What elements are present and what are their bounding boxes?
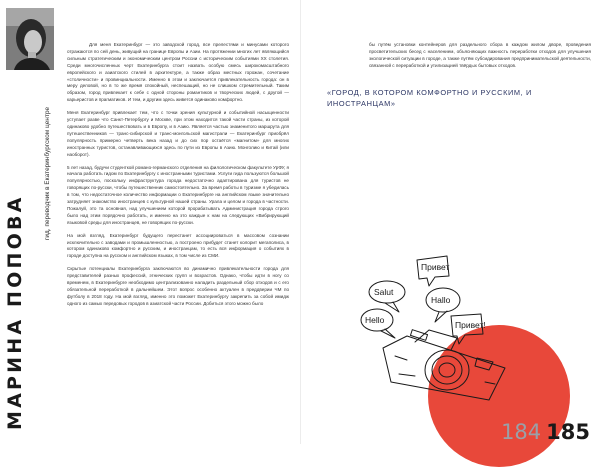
pull-quote: «ГОРОД, В КОТОРОМ КОМФОРТНО И РУССКИМ, И ИНОСТРАНЦАМ» — [327, 88, 532, 108]
page-gutter — [300, 0, 301, 444]
camera-illustration — [355, 250, 545, 420]
bubble-privet-2: Привет! — [455, 320, 486, 330]
left-text-column — [67, 42, 289, 314]
paragraph: 5 лет назад, будучи студенткой романо-германского отделения на филологическом факультете УрФУ, я начала работать гидом по Екатеринбургу с иностранными туристами. Услуги гида пользуются большой популярностью, поскольку инфраструктура города недостаточно адаптирована для туристов не говорящих по-русски, чтобы путешественник самостоятельно. За время работы в туризме я убедилась в том, что недостаточное количество информации о Екатеринбурге на английском языке значительно затрудняет знакомство иностранцев с культурной нашей страны. Урала и целом и города в частности. Пожалуй, это та основная, над улучшением которой прорабатывать Администрация города строго было над этим порядочно работать, и именно на это каждые к нам на следующих «Вибрирующий языковой среды для иностранцев, не говорящих по-русски. — [67, 164, 289, 225]
page-number-left: 184 — [501, 420, 542, 444]
right-text-column — [369, 42, 591, 70]
author-name: МАРИНА ПОПОВА — [4, 194, 26, 430]
page-number-right: 185 — [546, 420, 590, 444]
paragraph: бы путём установки контейнеров для раздельного сбора в каждом жилом дворе, проведения просветительских бесед с населением, объясняющих важность переработки отходов для улучшения экологической ситуации в городе, а также путём субсидирования предпринимательской деятельности, связанной с переработкой и утилизацией твёрдых бытовых отходов. — [369, 42, 591, 68]
bubble-privet: Привет — [421, 262, 450, 272]
paragraph: Меня Екатеринбург привлекает тем, что с точки зрения культурной и событийной насыщенности уступает разве что Санкт-Петербургу и Москве, при этом находится такой части страны, из которой одинаково удобно путешествовать и в Европу, и в Азию. Является частью знаменитого маршрута для путешественников — транс-сибирской и транс-монгольской магистрали — Екатеринбург приобрёл популярность примерно четверть века назад и до сих пор остаётся «магнитом» для многих иностранных туристов, останавливающихся здесь по пути из Европы в Азию. Монголию и Китай (или наоборот). — [67, 110, 289, 157]
paragraph: Для меня Екатеринбург — это заводской город, все прелестями и минусами которого отражаются по сей день, живущий на границе Европы и Азии. На протяжении многих лет являющийся сильным стратегическим и экономическим центром России с историческим событиями XX столетия. Среди многочисленных черт Екатеринбурга стоит назвать особую смесь широкомасштабного европейского и азиатского стилей в архитектуре, а также образ местных горожан, сочетание «столичности» и провинциальности. Именно в этом и заключается привлекательность города: он в меру деловой, но в то же время спокойный, неспешащий, но не слишком стремительный. Таким образом, город привлекает к себе с одной стороны романтиков и творческих людей, с другой — карьеристов и прагматиков. И тем, и другим здесь живется одинаково комфортно. — [67, 42, 289, 103]
author-role: гид, переводчик в Екатеринбургском центре — [44, 106, 51, 240]
bubble-hallo: Hallo — [431, 295, 451, 305]
bubble-salut: Salut — [374, 287, 394, 297]
author-photo — [6, 8, 54, 70]
paragraph: Скрытые потенциалы Екатеринбурга заключаются во динамично привлекательности города для представителей разных профессий, этнических групп и возрастов. Однако, чтобы идти в ногу со временем, в Екатеринбурге необходимо централизованно наладить раздельный сбор отходов и с его обязательной переработкой в дальнейшем. Этот вопрос особенно актуален в преддверии ЧМ по футболу в 2018 году. На мой взгляд, именно это поможет Екатеринбургу закрепить за собой имидж одного из самых передовых городов в азиатской части России. Добиться этого можно было — [67, 266, 289, 306]
bubble-hello: Hello — [365, 315, 385, 325]
page-numbers — [501, 420, 590, 444]
paragraph: На мой взгляд, Екатеринбург будущего перестанет ассоциироваться в массовом сознании исключительно с заводами и промышленностью, а построено прибудет станет колорит мегаполиса, в котором одинаково комфортно и русским, и иностранцам, то есть вся информация о событиях в городе доступна на русском и английском языках, в том числе из СМИ. — [67, 232, 289, 259]
